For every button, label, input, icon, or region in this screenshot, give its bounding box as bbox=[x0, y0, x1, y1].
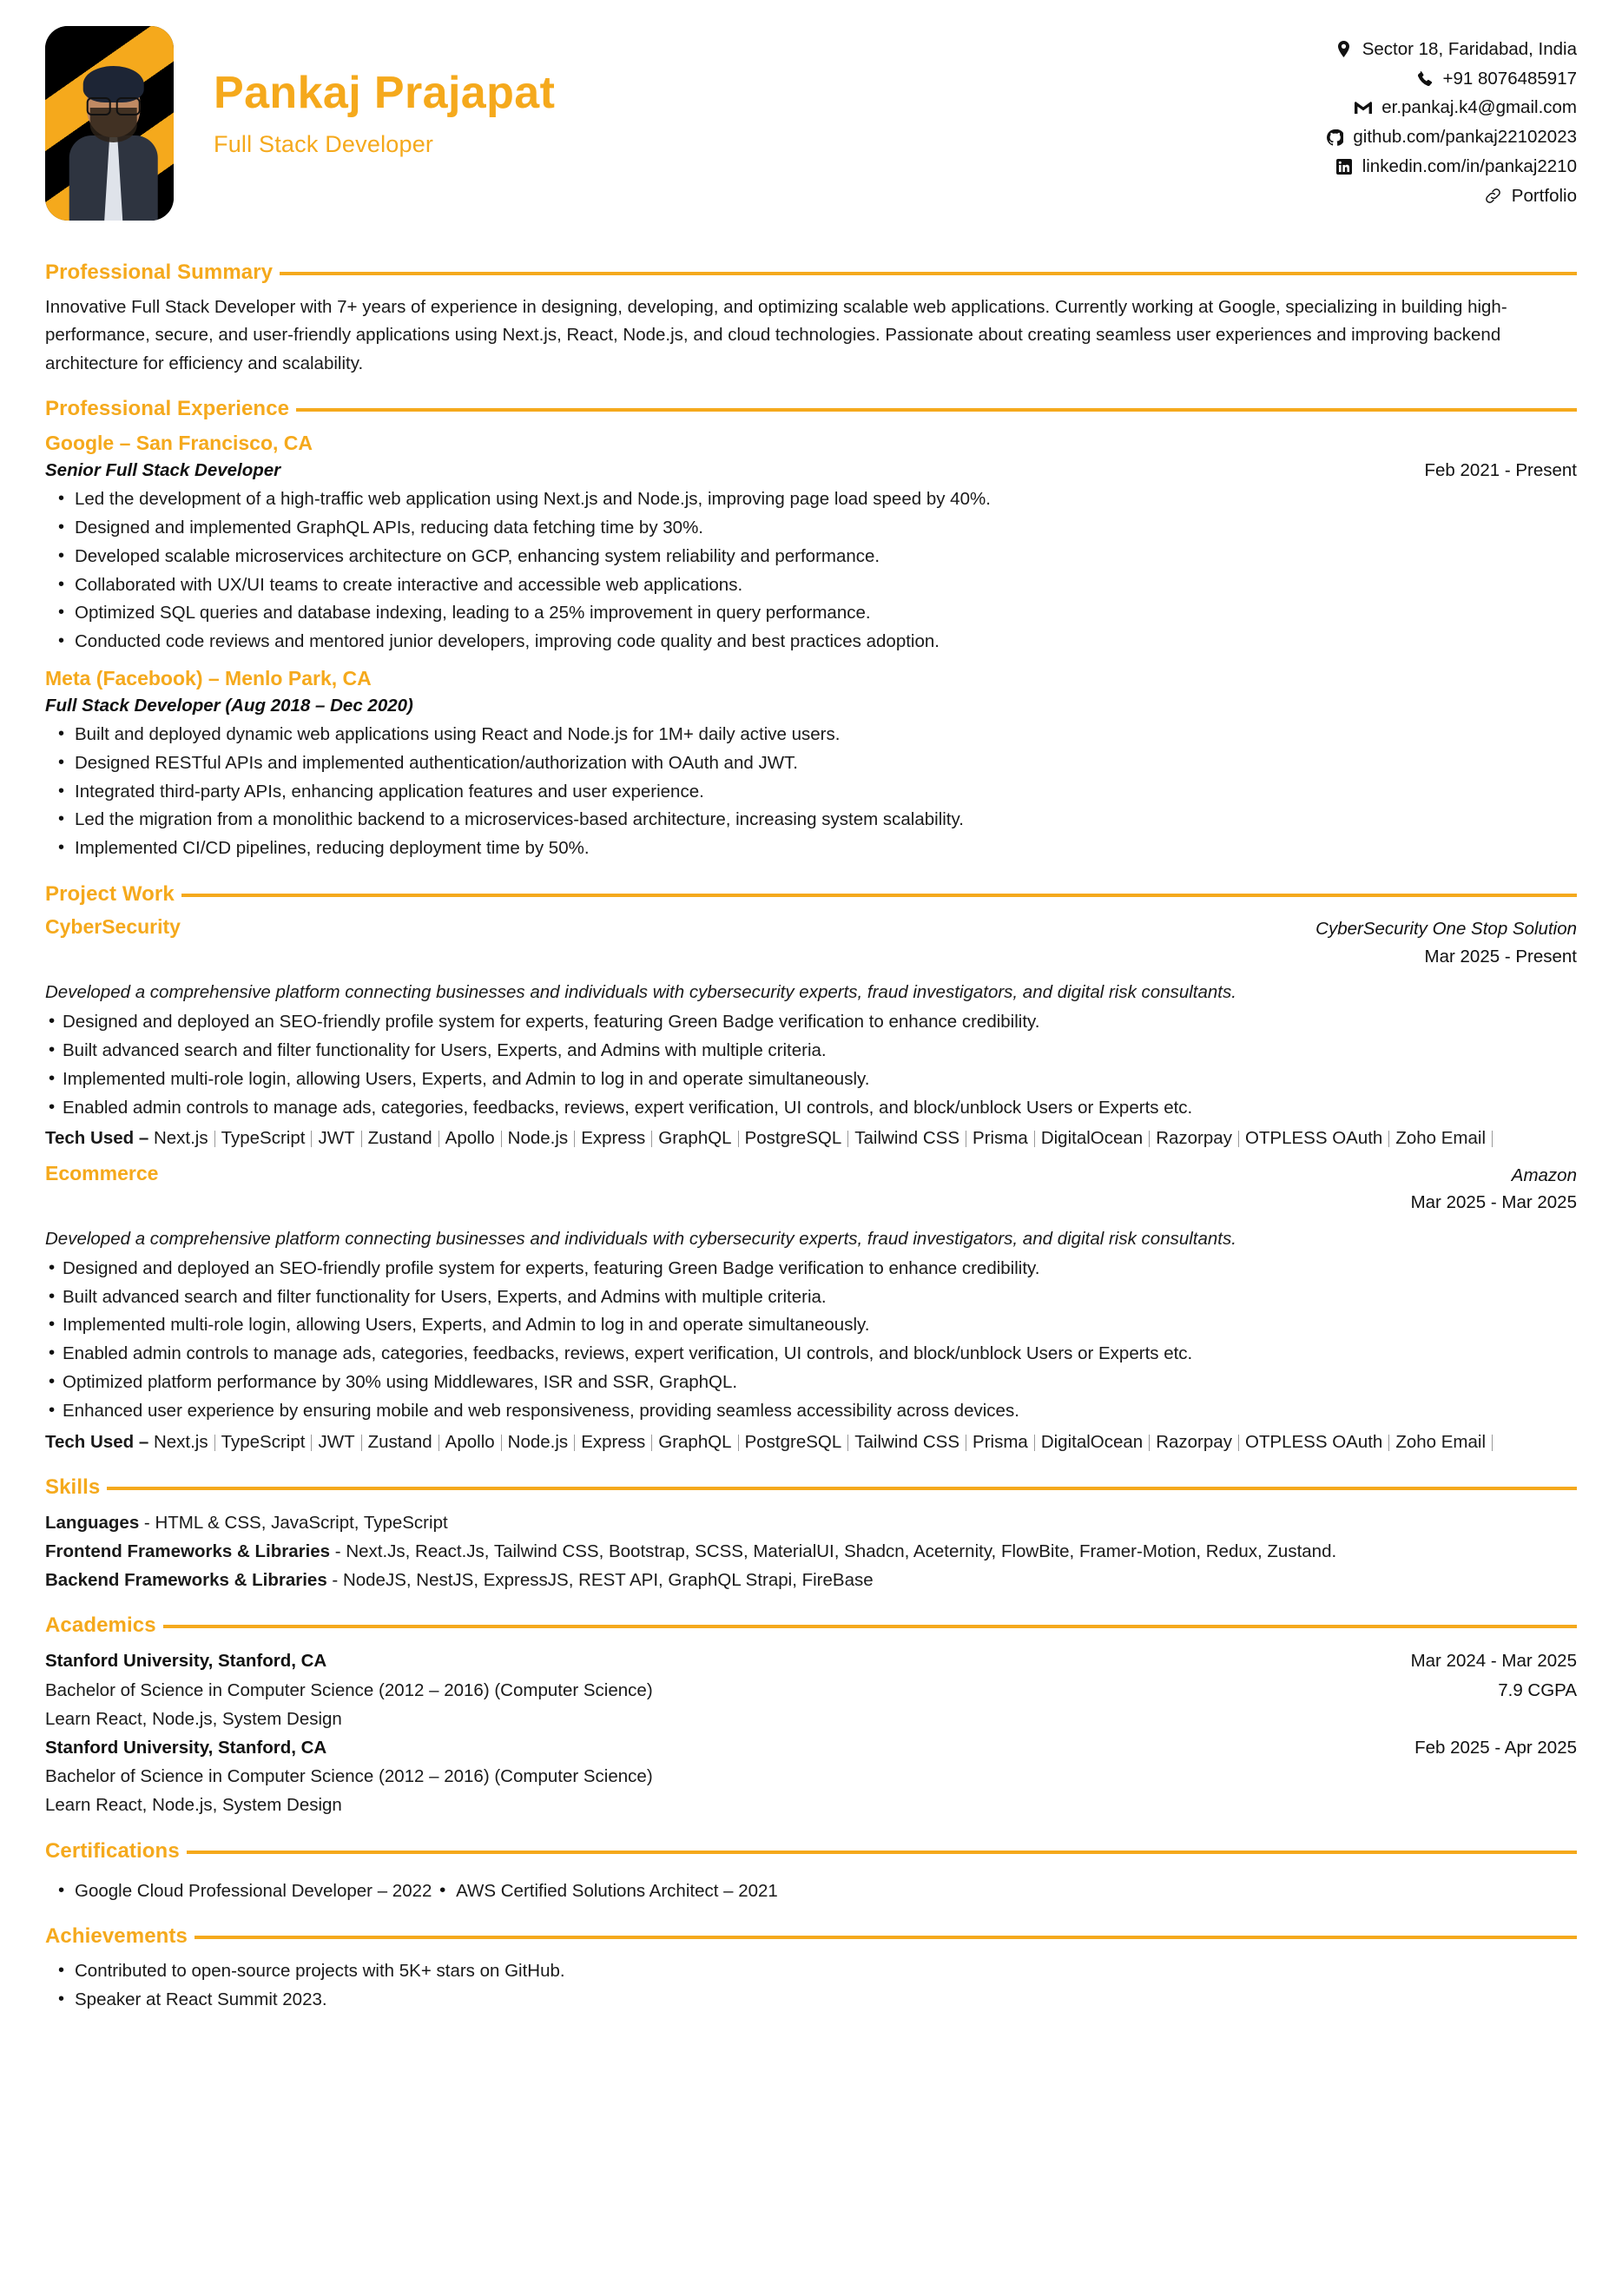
project-org: Amazon bbox=[1511, 1164, 1577, 1185]
github-icon bbox=[1326, 129, 1343, 146]
skill-group-label: Languages bbox=[45, 1512, 140, 1533]
contact-linkedin-text: linkedin.com/in/pankaj2210 bbox=[1362, 155, 1577, 176]
section-title-skills: Skills bbox=[45, 1475, 101, 1499]
education-entry bbox=[45, 1646, 1577, 1733]
candidate-role: Full Stack Developer bbox=[214, 130, 434, 157]
skill-group-label: Backend Frameworks & Libraries bbox=[45, 1570, 327, 1591]
section-rule bbox=[280, 272, 1577, 275]
section-certifications bbox=[45, 1839, 1577, 1906]
skill-group-value: - NodeJS, NestJS, ExpressJS, REST API, GraphQL Strapi, FireBase bbox=[332, 1570, 874, 1591]
list-item: • Implemented CI/CD pipelines, reducing deployment time by 50%. bbox=[75, 835, 1577, 863]
gmail-icon bbox=[1355, 99, 1372, 116]
section-header bbox=[45, 1475, 1577, 1500]
list-item: • Optimized platform performance by 30% using Middlewares, ISR and SSR, GraphQL. bbox=[63, 1369, 1577, 1397]
section-rule bbox=[296, 408, 1577, 412]
avatar bbox=[45, 26, 174, 221]
skill-group bbox=[45, 1537, 1577, 1566]
experience-title-row bbox=[45, 696, 1577, 716]
experience-entry bbox=[45, 667, 1577, 863]
list-item: • Built and deployed dynamic web applications using React and Node.js for 1M+ daily active users. bbox=[75, 721, 1577, 749]
identity-block bbox=[214, 24, 555, 158]
list-item: • Enabled admin controls to manage ads, categories, feedbacks, reviews, expert verification, UI controls, and block/unblock Users or Experts etc. bbox=[63, 1094, 1577, 1123]
contact-portfolio[interactable] bbox=[1485, 183, 1577, 209]
section-title-summary: Professional Summary bbox=[45, 261, 274, 284]
section-professional-summary bbox=[45, 261, 1577, 378]
list-item: • Integrated third-party APIs, enhancing application features and user experience. bbox=[75, 778, 1577, 807]
list-item: • Designed RESTful APIs and implemented authentication/authorization with OAuth and JWT. bbox=[75, 749, 1577, 778]
section-title-academics: Academics bbox=[45, 1613, 156, 1638]
linkedin-icon bbox=[1335, 158, 1353, 175]
project-dates: Mar 2025 - Present bbox=[1424, 946, 1577, 967]
project-tech bbox=[45, 1428, 1577, 1456]
section-project-work bbox=[45, 882, 1577, 1456]
experience-bullets bbox=[45, 721, 1577, 863]
section-header bbox=[45, 1613, 1577, 1638]
project-dates: Mar 2025 - Mar 2025 bbox=[1410, 1192, 1577, 1213]
education-grade: 7.9 CGPA bbox=[1498, 1679, 1577, 1700]
experience-entry bbox=[45, 432, 1577, 656]
list-item: • Designed and deployed an SEO-friendly profile system for experts, featuring Green Badge verification to enhance credibility. bbox=[63, 1008, 1577, 1037]
section-title-projects: Project Work bbox=[45, 881, 175, 906]
list-item: • Built advanced search and filter functionality for Users, Experts, and Admins with multiple criteria. bbox=[63, 1037, 1577, 1066]
project-description: Developed a comprehensive platform connecting businesses and individuals with cybersecurity experts, fraud investigators, and digital risk consultants. bbox=[45, 1229, 1236, 1250]
section-rule bbox=[163, 1625, 1577, 1628]
project-entry bbox=[45, 915, 1577, 1153]
certification-list bbox=[45, 1877, 1577, 1906]
section-title-achievements: Achievements bbox=[45, 1924, 188, 1949]
section-rule bbox=[195, 1936, 1577, 1939]
list-item: • Contributed to open-source projects with 5K+ stars on GitHub. bbox=[75, 1957, 1577, 1986]
tech-list: Next.js TypeScript JWT Zustand Apollo Node.js Express GraphQL PostgreSQL Tailwind CSS Prisma DigitalOcean Razorpay OTPLESS OAuth Zoho Email bbox=[154, 1432, 1499, 1452]
list-item: • Conducted code reviews and mentored junior developers, improving code quality and best practices adoption. bbox=[75, 628, 1577, 656]
list-item: • Designed and deployed an SEO-friendly profile system for experts, featuring Green Badge verification to enhance credibility. bbox=[63, 1255, 1577, 1283]
list-item: • Speaker at React Summit 2023. bbox=[75, 1986, 1577, 2015]
list-item: • Led the migration from a monolithic backend to a microservices-based architecture, increasing system scalability. bbox=[75, 806, 1577, 835]
list-item: • Optimized SQL queries and database indexing, leading to a 25% improvement in query performance. bbox=[75, 599, 1577, 628]
project-tech bbox=[45, 1124, 1577, 1152]
section-header bbox=[45, 1839, 1577, 1864]
project-description: Developed a comprehensive platform connecting businesses and individuals with cybersecurity experts, fraud investigators, and digital risk consultants. bbox=[45, 982, 1236, 1003]
education-degree-row bbox=[45, 1762, 1577, 1791]
experience-job-title: Senior Full Stack Developer bbox=[45, 460, 281, 481]
education-degree: Bachelor of Science in Computer Science (2012 – 2016) (Computer Science) bbox=[45, 1766, 653, 1787]
section-title-experience: Professional Experience bbox=[45, 397, 290, 421]
list-item: • Implemented multi-role login, allowing Users, Experts, and Admin to log in and operate simultaneously. bbox=[63, 1066, 1577, 1094]
experience-company: Meta (Facebook) – Menlo Park, CA bbox=[45, 666, 372, 689]
experience-job-date: Feb 2021 - Present bbox=[1424, 460, 1577, 481]
project-header bbox=[45, 915, 1577, 971]
section-academics bbox=[45, 1613, 1577, 1819]
skill-group-value: - Next.Js, React.Js, Tailwind CSS, Bootstrap, SCSS, MaterialUI, Shadcn, Aceternity, FlowBite, Framer-Motion, Redux, Zustand. bbox=[334, 1541, 1337, 1562]
list-item: • Enabled admin controls to manage ads, categories, feedbacks, reviews, expert verification, UI controls, and block/unblock Users or Experts etc. bbox=[63, 1340, 1577, 1369]
contact-email[interactable] bbox=[1355, 95, 1577, 121]
experience-title-row bbox=[45, 460, 1577, 481]
education-school-row bbox=[45, 1646, 1577, 1675]
phone-icon bbox=[1416, 70, 1434, 88]
project-bullets bbox=[45, 1008, 1577, 1122]
contact-email-text: er.pankaj.k4@gmail.com bbox=[1381, 97, 1577, 118]
candidate-name: Pankaj Prajapat bbox=[214, 68, 556, 118]
list-item: • Implemented multi-role login, allowing Users, Experts, and Admin to log in and operate simultaneously. bbox=[63, 1311, 1577, 1340]
experience-bullets bbox=[45, 485, 1577, 656]
section-header bbox=[45, 882, 1577, 907]
list-item: • Google Cloud Professional Developer – 2022 bbox=[75, 1877, 432, 1906]
section-title-certifications: Certifications bbox=[45, 1838, 180, 1863]
education-school: Stanford University, Stanford, CA bbox=[45, 1738, 327, 1758]
project-org: CyberSecurity One Stop Solution bbox=[1315, 918, 1577, 939]
section-header bbox=[45, 261, 1577, 285]
contact-location[interactable] bbox=[1335, 36, 1577, 63]
section-header bbox=[45, 1924, 1577, 1949]
skill-group-value: - HTML & CSS, JavaScript, TypeScript bbox=[143, 1512, 448, 1533]
education-entry bbox=[45, 1733, 1577, 1820]
list-item: • Built advanced search and filter functionality for Users, Experts, and Admins with multiple criteria. bbox=[63, 1283, 1577, 1312]
section-rule bbox=[187, 1851, 1577, 1854]
contact-location-text: Sector 18, Faridabad, India bbox=[1362, 39, 1577, 59]
contact-github[interactable] bbox=[1326, 124, 1577, 150]
contact-portfolio-text: Portfolio bbox=[1511, 185, 1577, 206]
project-name: CyberSecurity bbox=[45, 914, 181, 938]
project-meta bbox=[1315, 915, 1577, 971]
avatar-glasses bbox=[87, 97, 141, 112]
education-degree-row bbox=[45, 1676, 1577, 1705]
section-professional-experience bbox=[45, 397, 1577, 863]
contact-list bbox=[1326, 36, 1577, 208]
contact-phone[interactable] bbox=[1416, 66, 1577, 92]
education-school: Stanford University, Stanford, CA bbox=[45, 1651, 327, 1672]
list-item: • Led the development of a high-traffic web application using Next.js and Node.js, improving page load speed by 40%. bbox=[75, 485, 1577, 514]
project-header bbox=[45, 1162, 1577, 1217]
list-item: • Developed scalable microservices architecture on GCP, enhancing system reliability and performance. bbox=[75, 543, 1577, 571]
project-meta bbox=[1411, 1162, 1577, 1217]
list-item: • Designed and implemented GraphQL APIs, reducing data fetching time by 30%. bbox=[75, 514, 1577, 543]
education-school-row bbox=[45, 1733, 1577, 1762]
skill-group bbox=[45, 1566, 1577, 1594]
contact-phone-text: +91 8076485917 bbox=[1442, 68, 1577, 89]
education-dates: Feb 2025 - Apr 2025 bbox=[1414, 1738, 1577, 1758]
project-bullets bbox=[45, 1255, 1577, 1426]
location-pin-icon bbox=[1335, 41, 1353, 58]
tech-used-label: Tech Used – bbox=[45, 1431, 149, 1452]
summary-text: Innovative Full Stack Developer with 7+ years of experience in designing, developing, and optimizing scalable web applications. Currently working at Google, specializing in building high-performance, secure, and user-friendly applications using Next.js, React, Node.js, and cloud technologies. Passionate about creating seamless user experiences and improving backend architecture for efficiency and scalability. bbox=[45, 297, 1507, 373]
skill-group-label: Frontend Frameworks & Libraries bbox=[45, 1541, 331, 1562]
education-extra: Learn React, Node.js, System Design bbox=[45, 1708, 342, 1729]
experience-job-title: Full Stack Developer (Aug 2018 – Dec 2020) bbox=[45, 695, 413, 716]
contact-github-text: github.com/pankaj22102023 bbox=[1353, 127, 1577, 148]
section-rule bbox=[181, 894, 1577, 897]
tech-list: Next.js TypeScript JWT Zustand Apollo Node.js Express GraphQL PostgreSQL Tailwind CSS Prisma DigitalOcean Razorpay OTPLESS OAuth Zoho Email bbox=[154, 1128, 1499, 1148]
experience-company: Google – San Francisco, CA bbox=[45, 432, 313, 455]
project-name: Ecommerce bbox=[45, 1161, 159, 1184]
education-dates: Mar 2024 - Mar 2025 bbox=[1410, 1651, 1577, 1672]
list-item: • Enhanced user experience by ensuring mobile and web responsiveness, providing seamless accessibility across devices. bbox=[63, 1397, 1577, 1426]
section-skills bbox=[45, 1475, 1577, 1595]
contact-linkedin[interactable] bbox=[1335, 154, 1577, 180]
skill-group bbox=[45, 1508, 1577, 1537]
section-rule bbox=[107, 1487, 1577, 1490]
avatar-portrait bbox=[63, 50, 165, 221]
achievement-list bbox=[45, 1957, 1577, 2015]
education-extra: Learn React, Node.js, System Design bbox=[45, 1795, 342, 1816]
education-degree: Bachelor of Science in Computer Science (2012 – 2016) (Computer Science) bbox=[45, 1679, 653, 1700]
section-achievements bbox=[45, 1924, 1577, 2015]
project-entry bbox=[45, 1162, 1577, 1456]
link-icon bbox=[1485, 187, 1502, 204]
resume-header bbox=[45, 24, 1577, 241]
list-item: • Collaborated with UX/UI teams to create interactive and accessible web applications. bbox=[75, 571, 1577, 600]
list-item: • AWS Certified Solutions Architect – 2021 bbox=[456, 1877, 778, 1906]
section-header bbox=[45, 397, 1577, 421]
tech-used-label: Tech Used – bbox=[45, 1128, 149, 1149]
